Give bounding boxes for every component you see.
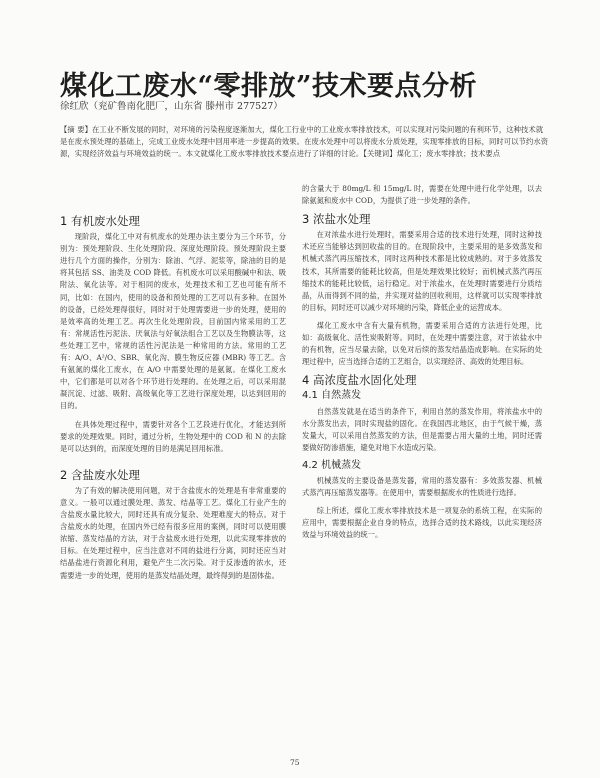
section-2-paragraph: 为了有效的解决使用问题，对于含盐废水的处理是有非常重要的意义。一般可以通过膜处理、蒸发、结晶等工艺。煤化工行业产生的含盐废水量比较大，同时还具有成分复杂、处理难度大的特点。对于含盐废水的处理，在国内外已经有很多应用的案例，同时可以使用膜浓缩、蒸发结晶的方法，对于含盐废水进行处理，以此实现零排放的目标。在处理过程中，应当注意对不同的盐进行分离，同时还应当对结晶盐进行资源化利用，避免产生二次污染。对于反渗透的浓水，还需要进一步的处理，使用的是蒸发结晶处理，最终得到的是固体盐。 (60, 485, 286, 580)
section-1-paragraph-2: 在具体处理过程中，需要针对各个工艺段进行优化，才能达到所要求的处理效果。同时，通过分析，生物处理中的 COD 和 N 的去除是可以达到的，而深度处理的目的是满足回用标准。 (60, 419, 286, 453)
section-3-title: 3 浓盐水处理 (302, 212, 371, 227)
section-4-1-paragraph: 自然蒸发就是在适当的条件下，利用自然的蒸发作用，将浓盐水中的水分蒸发出去，同时实现盐的固化。在我国西北地区，由于气候干燥，蒸发量大，可以采用自然蒸发的方法，但是需要占用大量的土地，同时还需要做好防渗措施，避免对地下水造成污染。 (302, 406, 542, 452)
section-2-title: 2 含盐废水处理 (60, 467, 140, 482)
right-column (302, 183, 542, 547)
section-4-2-paragraph: 机械蒸发的主要设备是蒸发器，常用的蒸发器有：多效蒸发器、机械式蒸汽再压缩蒸发器等。在使用中，需要根据废水的性质进行选择。 (302, 475, 542, 498)
continued-paragraph: 的含量大于 80mg/L 和 15mg/L 时，需要在处理中进行化学处理，以去除氨氮和废水中 COD，为提供了进一步处理的条件。 (302, 184, 542, 206)
section-3-paragraph-2: 煤化工废水中含有大量有机物，需要采用合适的方法进行处理，比如：高级氧化、活性炭吸附等。同时，在处理中需要注意，对于浓盐水中的有机物，应当尽量去除，以免对后续的蒸发结晶造成影响。在实际的处理过程中，应当选择合适的工艺组合，以实现经济、高效的处理目标。 (302, 320, 542, 367)
section-3-paragraph: 在对浓盐水进行处理时，需要采用合适的技术进行处理，同时这种技术还应当能够达到回收盐的目的。在现阶段中，主要采用的是多效蒸发和机械式蒸汽再压缩技术，同时这两种技术都是比较成熟的。对于多效蒸发技术，其所需要的能耗比较高，但是处理效果比较好；而机械式蒸汽再压缩技术的能耗比较低，运行稳定。对于浓盐水，在处理时需要进行分质结晶，从而得到不同的盐，并实现对盐的回收利用，这样就可以实现零排放的目标，同时还可以减少对环境的污染，降低企业的运营成本。 (302, 230, 542, 312)
section-1-title: 1 有机废水处理 (60, 214, 140, 228)
section-1-paragraph: 现阶段，煤化工中对有机废水的处理办法主要分为三个环节，分别为：预处理阶段、生化处理阶段、深度处理阶段。预处理阶段主要进行几个方面的操作，分别为：除油、气浮、泥浆等，除油的目的是将其包括 SS、油类及 COD 降低。有机废水可以采用酸碱中和法、吸附法、氧化法等。对于相同的废水，处理技术和工艺也可能有所不同，比如：在国内，使用的设备和预处理的工艺可以有多种。在国外的设备，已经处理得很好，同时对于处理需要进一步的处理，使用的是效率高的处理工艺。再次生化处理阶段，目前国内常采用的工艺有：常规活性污泥法、厌氧法与好氧法组合工艺以及生物膜法等，这些处理工艺中，常规的活性污泥法是一种常用的方法。常用的工艺有：A/O、A²/O、SBR、氧化沟、膜生物反应器 (MBR) 等工艺。含有氨氮的煤化工废水，在 A/O 中需要处理的是氨氮。在煤化工废水中，它们都是可以对各个环节进行处理的。在处理之后，可以采用混凝沉淀、过滤、吸附、高级氧化等工艺进行深度处理，以达到回用的目的。 (60, 232, 286, 411)
article-title: 煤化工废水“零排放”技术要点分析 (60, 71, 478, 102)
page-number: 75 (290, 758, 300, 767)
section-4-2-paragraph-2: 综上所述，煤化工废水零排放技术是一项复杂的系统工程，在实际的应用中，需要根据企业自身的特点，选择合适的技术路线，以此实现经济效益与环境效益的统一。 (302, 506, 542, 540)
left-column (60, 215, 286, 588)
abstract: 【摘 要】在工业不断发展的同时，对环境的污染程度逐渐加大，煤化工行业中的工业废水零排放技术，可以实现对污染问题的有利环节，这种技术就是在废水预处理的基础上，完成工业废水处理中回用率进一步提高的效果。在废水处理中可以将废水分质处理，实现零排放的目标，同时可以节约水资源，实现经济效益与环境效益的统一。本文就煤化工废水零排放技术要点进行了详细的讨论。【关键词】煤化工；废水零排放；技术要点 (60, 125, 549, 159)
section-4-2-title: 4.2 机械蒸发 (302, 459, 362, 471)
section-4-1-title: 4.1 自然蒸发 (302, 390, 362, 402)
section-4-title: 4 高浓度盐水固化处理 (302, 373, 417, 388)
author-line: 徐红欣（兖矿鲁南化肥厂，山东省 滕州市 277527） (60, 101, 283, 112)
